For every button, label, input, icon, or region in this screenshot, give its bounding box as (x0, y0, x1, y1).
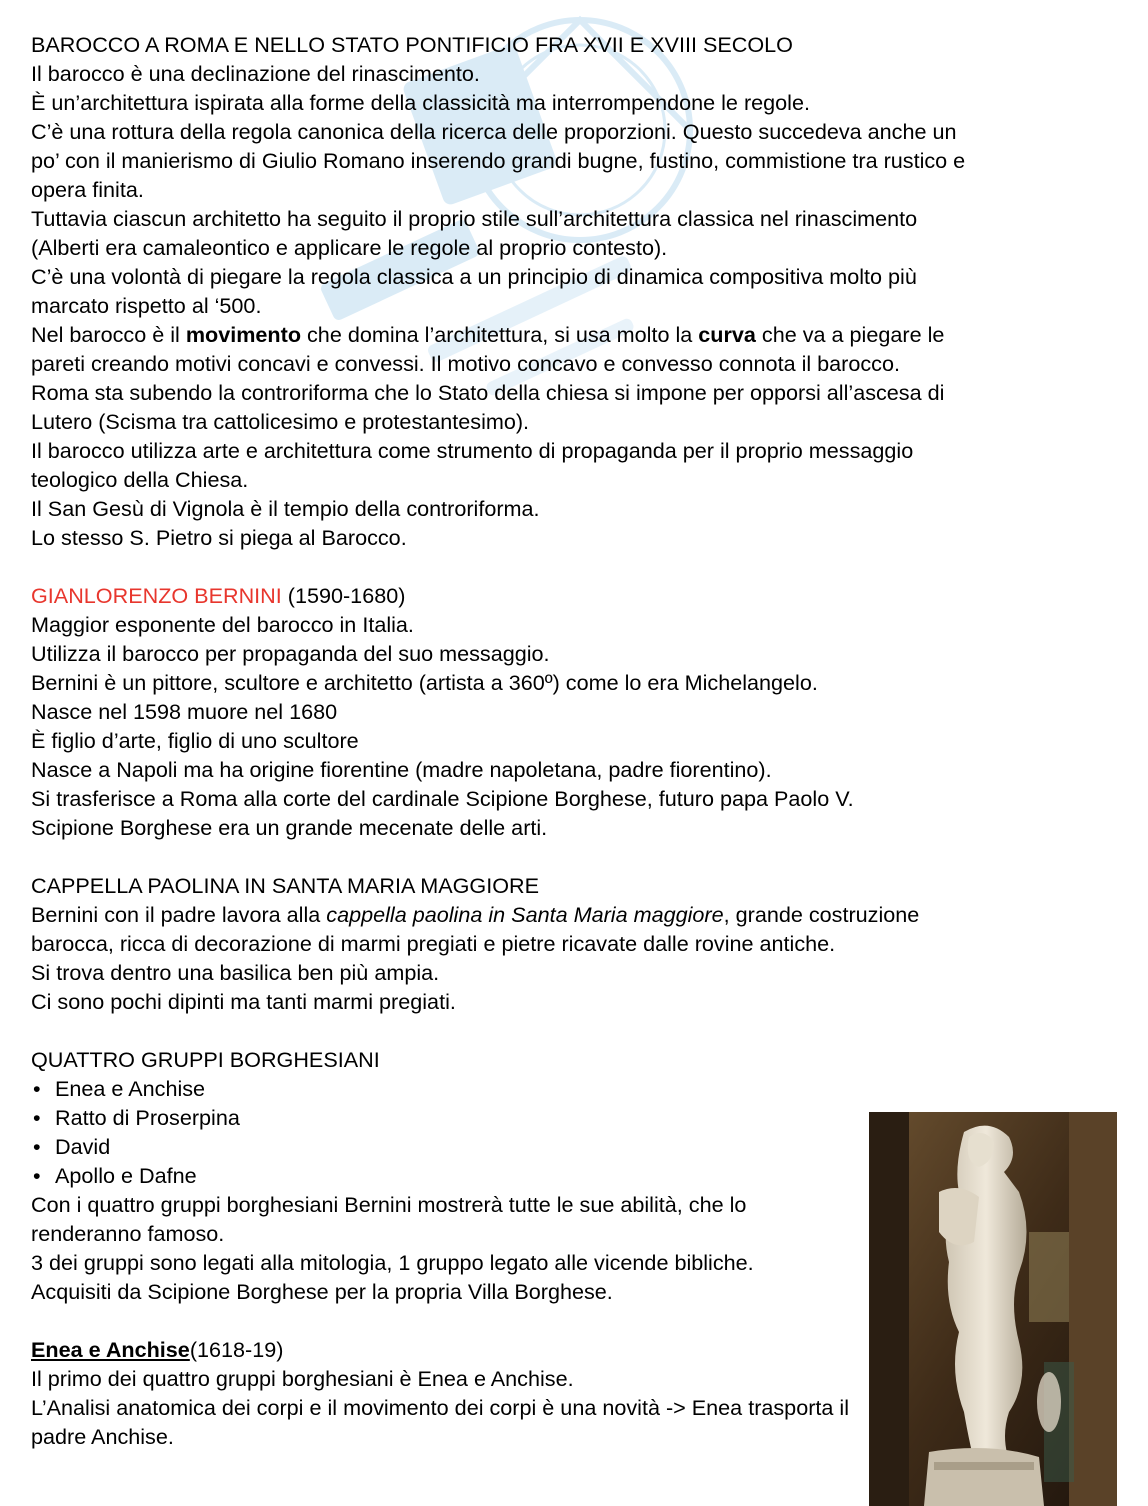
section-title-enea: Enea e Anchise(1618-19) (31, 1337, 284, 1362)
paragraph-line-cappella: Bernini con il padre lavora alla cappella paolina in Santa Maria maggiore, grande costruzione (31, 902, 920, 927)
paragraph: 3 dei gruppi sono legati alla mitologia, 1 gruppo legato alle vicende bibliche. (31, 1250, 754, 1275)
paragraph-line: Si trasferisce a Roma alla corte del cardinale Scipione Borghese, futuro papa Paolo V. (31, 786, 854, 811)
paragraph-line: Bernini è un pittore, scultore e architetto (artista a 360º) come lo era Michelangelo. (31, 670, 818, 695)
statue-photo (869, 1112, 1117, 1506)
paragraph-line: pareti creando motivi concavi e convessi. Il motivo concavo e convesso connota il barocco. (31, 351, 900, 376)
paragraph-line: Nasce nel 1598 muore nel 1680 (31, 699, 338, 724)
list-item: • Ratto di Proserpina (33, 1105, 240, 1130)
paragraph-line: C’è una rottura della regola canonica della ricerca delle proporzioni. Questo succedeva anche un (31, 119, 957, 144)
list-item: • David (33, 1134, 111, 1159)
paragraph-line: Maggior esponente del barocco in Italia. (31, 612, 414, 637)
paragraph-line-movimento: Nel barocco è il movimento che domina l’architettura, si usa molto la curva che va a piegare le (31, 322, 945, 347)
paragraph-line: (Alberti era camaleontico e applicare le regole al proprio contesto). (31, 235, 668, 260)
italic-cappella: cappella paolina in Santa Maria maggiore (326, 902, 724, 927)
paragraph-line: È un’architettura ispirata alla forme della classicità ma interrompendone le regole. (31, 90, 810, 115)
paragraph-line: Lo stesso S. Pietro si piega al Barocco. (31, 525, 407, 550)
paragraph-line: Il barocco utilizza arte e architettura come strumento di propaganda per il proprio messaggio (31, 438, 914, 463)
section-title-barocco: BAROCCO A ROMA E NELLO STATO PONTIFICIO FRA XVII E XVIII SECOLO (31, 32, 793, 57)
paragraph-line: Tuttavia ciascun architetto ha seguito il proprio stile sull’architettura classica nel rinascimento (31, 206, 918, 231)
paragraph-line: Scipione Borghese era un grande mecenate delle arti. (31, 815, 548, 840)
paragraph-line: Utilizza il barocco per propaganda del suo messaggio. (31, 641, 550, 666)
section-title-bernini: GIANLORENZO BERNINI (1590-1680) (31, 583, 406, 608)
paragraph-line: Lutero (Scisma tra cattolicesimo e protestantesimo). (31, 409, 530, 434)
paragraph: Acquisiti da Scipione Borghese per la propria Villa Borghese. (31, 1279, 613, 1304)
paragraph-line: po’ con il manierismo di Giulio Romano inserendo grandi bugne, fustino, commistione tra rustico e (31, 148, 966, 173)
paragraph-line: C’è una volontà di piegare la regola classica a un principio di dinamica compositiva molto più (31, 264, 917, 289)
enea-title: Enea e Anchise (31, 1337, 190, 1362)
paragraph-line: È figlio d’arte, figlio di uno scultore (31, 728, 359, 753)
paragraph-line: Il San Gesù di Vignola è il tempio della controriforma. (31, 496, 540, 521)
section-title-gruppi: QUATTRO GRUPPI BORGHESIANI (31, 1047, 380, 1072)
paragraph-line: Nasce a Napoli ma ha origine fiorentine (madre napoletana, padre fiorentino). (31, 757, 772, 782)
paragraph-line: barocca, ricca di decorazione di marmi pregiati e pietre ricavate dalle rovine antiche. (31, 931, 836, 956)
paragraph-line: Si trova dentro una basilica ben più ampia. (31, 960, 440, 985)
paragraph-line: Il primo dei quattro gruppi borghesiani è Enea e Anchise. (31, 1366, 574, 1391)
list-item: • Enea e Anchise (33, 1076, 206, 1101)
paragraph: L’Analisi anatomica dei corpi e il movimento dei corpi è una novità -> Enea trasporta il padre Anchise. (31, 1395, 849, 1449)
enea-anchise-statue-photo-icon (869, 1112, 1117, 1506)
paragraph-line: marcato rispetto al ‘500. (31, 293, 262, 318)
paragraph-line: opera finita. (31, 177, 144, 202)
bold-curva: curva (698, 322, 756, 347)
section-title-cappella: CAPPELLA PAOLINA IN SANTA MARIA MAGGIORE (31, 873, 540, 898)
paragraph-line: Il barocco è una declinazione del rinascimento. (31, 61, 480, 86)
list-item: • Apollo e Dafne (33, 1163, 197, 1188)
bold-movimento: movimento (185, 322, 302, 347)
bernini-name: GIANLORENZO BERNINI (31, 583, 282, 608)
paragraph-line: Roma sta subendo la controriforma che lo Stato della chiesa si impone per opporsi all’ascesa di (31, 380, 945, 405)
paragraph-line: teologico della Chiesa. (31, 467, 249, 492)
paragraph-line: Ci sono pochi dipinti ma tanti marmi pregiati. (31, 989, 456, 1014)
paragraph: Con i quattro gruppi borghesiani Bernini mostrerà tutte le sue abilità, che lo renderanno famoso. (31, 1192, 747, 1246)
